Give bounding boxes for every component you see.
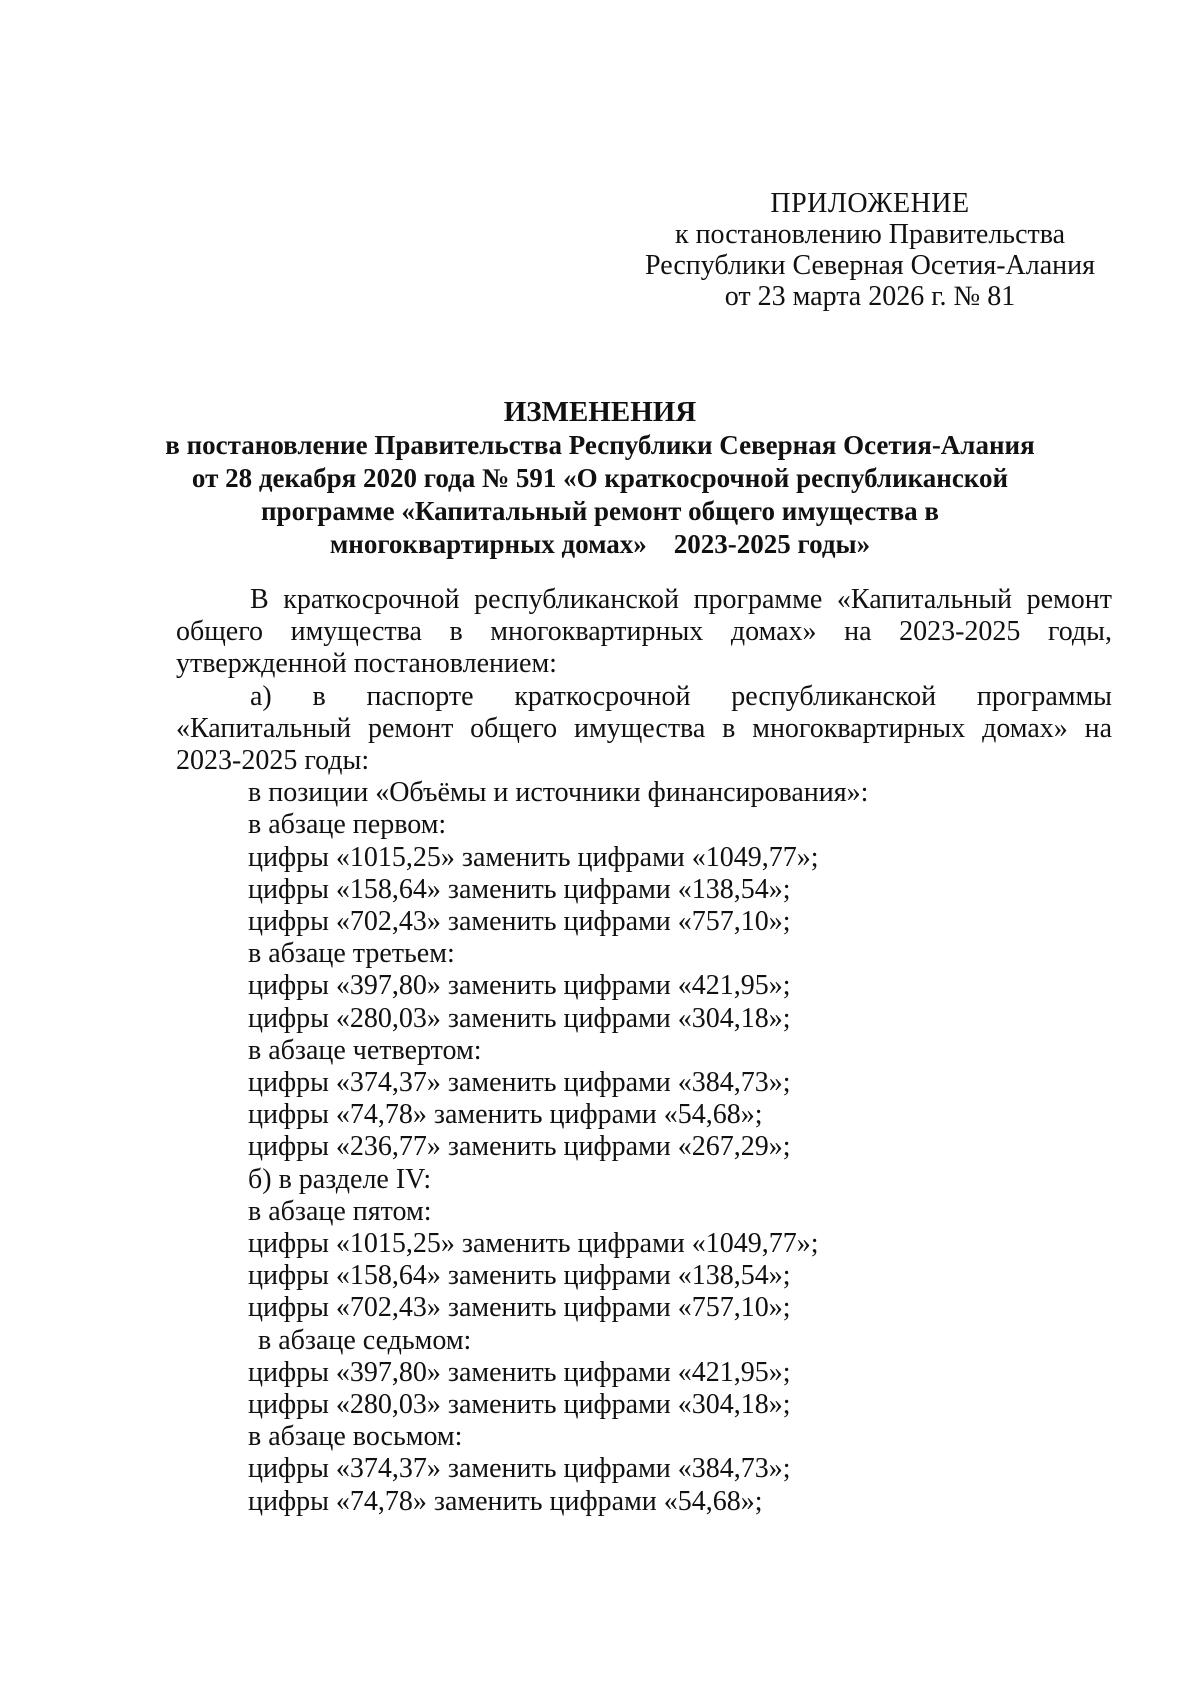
appendix-line: Республики Северная Осетия-Алания: [645, 250, 1095, 281]
document-title: [150, 396, 1050, 561]
body-line: цифры «280,03» заменить цифрами «304,18»;: [248, 1002, 791, 1034]
body-line: цифры «1015,25» заменить цифрами «1049,77»;: [248, 1228, 819, 1260]
appendix-block: [640, 188, 1100, 312]
body-line: в абзаце третьем:: [248, 938, 455, 970]
body-line: цифры «1015,25» заменить цифрами «1049,77»;: [248, 841, 819, 873]
body-line: цифры «74,78» заменить цифрами «54,68»;: [248, 1485, 763, 1517]
body-line: в абзаце восьмом:: [248, 1421, 463, 1453]
title-line: программе «Капитальный ремонт общего имущества в: [261, 496, 939, 526]
title-line: многоквартирных домах» 2023-2025 годы»: [329, 529, 871, 559]
title-heading: ИЗМЕНЕНИЯ: [503, 396, 697, 428]
body-line: в абзаце пятом:: [248, 1195, 432, 1227]
body-line: цифры «374,37» заменить цифрами «384,73»;: [248, 1453, 791, 1485]
body-paragraph: а) в паспорте краткосрочной республиканской программы «Капитальный ремонт общего имущества в многоквартирных домах» на 2023-2025 годы:: [176, 680, 1112, 777]
title-line: от 28 декабря 2020 года № 591 «О краткосрочной республиканской: [191, 463, 1009, 493]
document-body: [176, 584, 1112, 1518]
body-paragraph: В краткосрочной республиканской программе «Капитальный ремонт общего имущества в многоквартирных домах» на 2023-2025 годы, утвержденной постановлением:: [176, 584, 1112, 680]
body-line: цифры «158,64» заменить цифрами «138,54»;: [248, 873, 791, 905]
body-line: цифры «158,64» заменить цифрами «138,54»;: [248, 1260, 791, 1292]
appendix-line: к постановлению Правительства: [674, 219, 1066, 250]
body-line: цифры «702,43» заменить цифрами «757,10»;: [248, 906, 791, 938]
title-line: в постановление Правительства Республики Северная Осетия-Алания: [165, 430, 1035, 460]
appendix-date-line: от 23 марта 2026 г. № 81: [724, 281, 1016, 312]
body-line: цифры «374,37» заменить цифрами «384,73»;: [248, 1067, 791, 1099]
body-line: цифры «397,80» заменить цифрами «421,95»;: [248, 1356, 791, 1388]
body-line: в абзаце седьмом:: [258, 1324, 472, 1356]
body-line: б) в разделе IV:: [248, 1163, 432, 1195]
body-line: в абзаце первом:: [248, 809, 447, 841]
body-line: в позиции «Объёмы и источники финансирования»:: [248, 777, 869, 809]
body-line: цифры «280,03» заменить цифрами «304,18»;: [248, 1389, 791, 1421]
appendix-heading: ПРИЛОЖЕНИЕ: [770, 188, 970, 219]
body-line: цифры «397,80» заменить цифрами «421,95»;: [248, 970, 791, 1002]
body-line: цифры «236,77» заменить цифрами «267,29»;: [248, 1131, 791, 1163]
body-line: в абзаце четвертом:: [248, 1034, 482, 1066]
body-line: цифры «74,78» заменить цифрами «54,68»;: [248, 1099, 763, 1131]
body-line: цифры «702,43» заменить цифрами «757,10»;: [248, 1292, 791, 1324]
